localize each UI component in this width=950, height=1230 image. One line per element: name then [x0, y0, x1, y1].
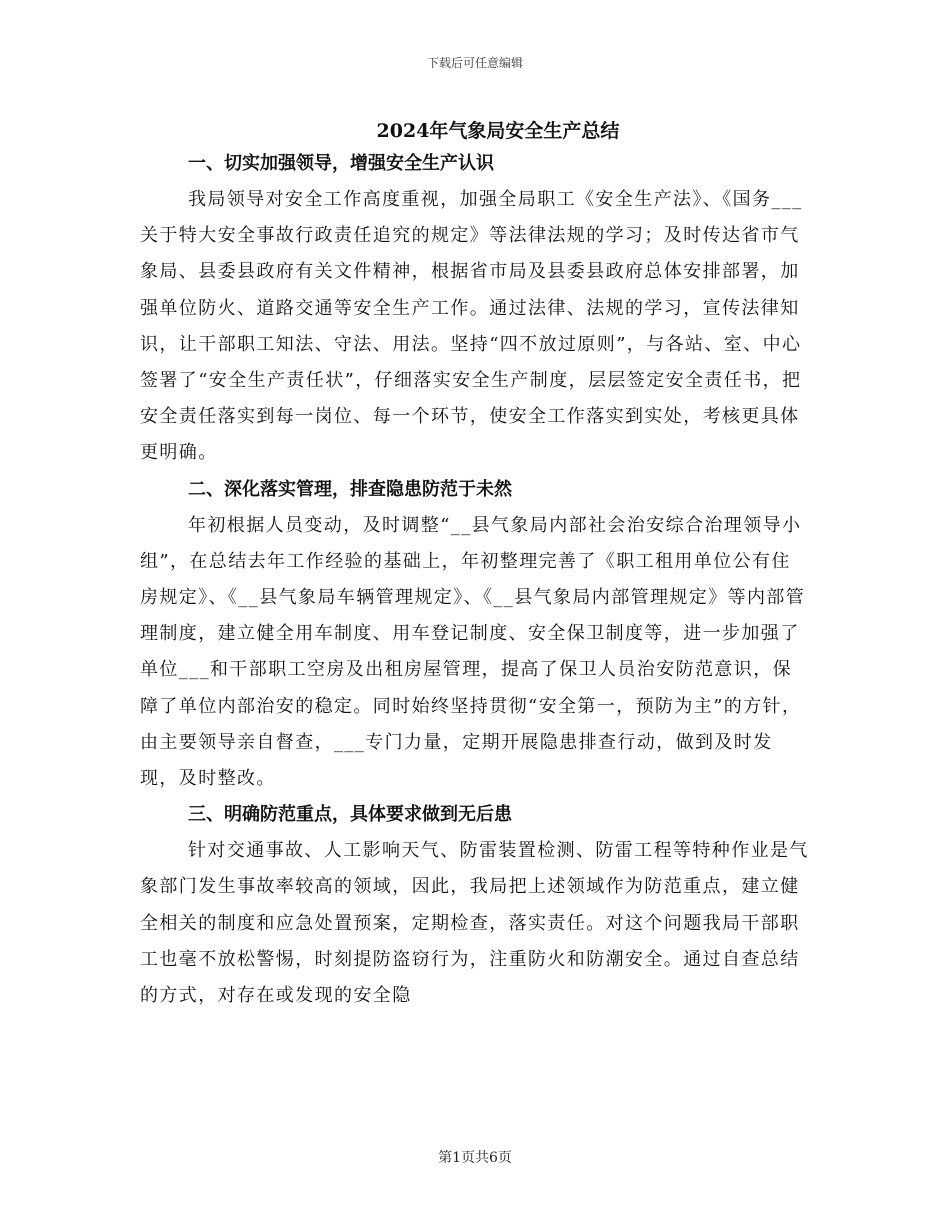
section-paragraph-2: 年初根据人员变动，及时调整“__县气象局内部社会治安综合治理领导小组”，在总结去年工作经验的基础上，年初整理完善了《职工租用单位公有住房规定》、《__县气象局车辆管理规定》、《__县气象局内部管理规定》等内部管理制度，建立健全用车制度、用车登记制度、安全保卫制度等，进一步加强了单位___和干部职工空房及出租房屋管理，提高了保卫人员治安防范意识，保障了单位内部治安的稳定。同时始终坚持贯彻“安全第一，预防为主”的方针，由主要领导亲自督查，___专门力量，定期开展隐患排查行动，做到及时发现，及时整改。 [140, 514, 806, 790]
header-note: 下载后可任意编辑 [426, 56, 523, 70]
section-heading-2: 二、深化落实管理，排查隐患防范于未然 [188, 478, 512, 500]
section-heading-1: 一、切实加强领导，增强安全生产认识 [188, 153, 494, 174]
section-heading-3: 三、明确防范重点，具体要求做到无后患 [188, 804, 512, 826]
document-body [140, 146, 810, 1014]
document-title: 2024年气象局安全生产总结 [376, 120, 620, 142]
section-paragraph-3: 针对交通事故、人工影响天气、防雷装置检测、防雷工程等特种作业是气象部门发生事故率较高的领域，因此，我局把上述领域作为防范重点，建立健全相关的制度和应急处置预案，定期检查，落实责任。对这个问题我局干部职工也毫不放松警惕，时刻提防盗窃行为，注重防火和防潮安全。通过自查总结的方式，对存在或发现的安全隐 [140, 840, 809, 1007]
page-footer: 第1页共6页 [438, 1150, 512, 1166]
section-paragraph-1: 我局领导对安全工作高度重视，加强全局职工《安全生产法》、《国务___关于特大安全事故行政责任追究的规定》等法律法规的学习；及时传达省市气象局、县委县政府有关文件精神，根据省市局及县委县政府总体安排部署，加强单位防火、道路交通等安全生产工作。通过法律、法规的学习，宣传法律知识，让干部职工知法、守法、用法。坚持“四不放过原则”，与各站、室、中心签署了“安全生产责任状”，仔细落实安全生产制度，层层签定安全责任书，把安全责任落实到每一岗位、每一个环节，使安全工作落实到实处，考核更具体更明确。 [140, 189, 803, 464]
